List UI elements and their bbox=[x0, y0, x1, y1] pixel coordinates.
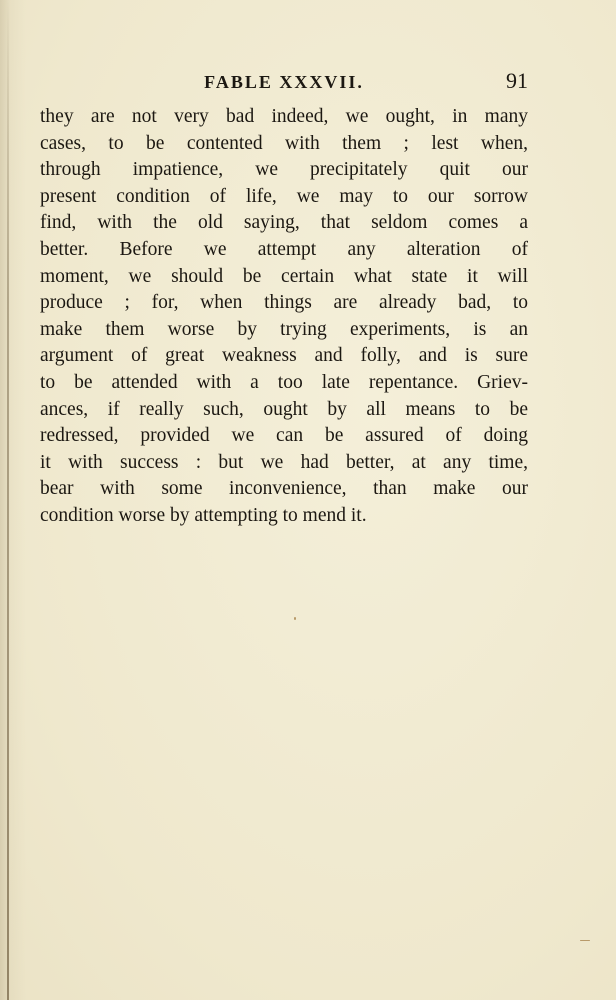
text-line: through impatience, we precipitately quit our bbox=[40, 159, 528, 181]
text-line: present condition of life, we may to our sorrow bbox=[40, 185, 528, 207]
text-line: better. Before we attempt any alteration of bbox=[40, 238, 528, 260]
text-line: they are not very bad indeed, we ought, in many bbox=[40, 106, 528, 127]
text-line: find, with the old saying, that seldom comes a bbox=[40, 212, 528, 234]
text-line: cases, to be contented with them ; lest when, bbox=[40, 132, 528, 154]
text-line: moment, we should be certain what state it will bbox=[40, 265, 528, 287]
text-line: make them worse by trying experiments, is an bbox=[40, 318, 528, 340]
page-gutter-shadow bbox=[7, 0, 9, 1000]
running-title: FABLE XXXVII. bbox=[204, 72, 364, 92]
paper-speck bbox=[294, 617, 296, 620]
text-line: redressed, provided we can be assured of doing bbox=[40, 425, 528, 447]
text-line: condition worse by attempting to mend it. bbox=[40, 504, 367, 526]
page-number: 91 bbox=[506, 68, 528, 93]
text-line: to be attended with a too late repentance. Griev- bbox=[40, 371, 528, 393]
text-line: argument of great weakness and folly, and is sure bbox=[40, 345, 528, 367]
text-line: bear with some inconvenience, than make our bbox=[40, 478, 528, 500]
page-header bbox=[40, 68, 528, 96]
paper-speck bbox=[580, 940, 590, 941]
text-line: it with success : but we had better, at any time, bbox=[40, 451, 528, 473]
text-line: ances, if really such, ought by all means to be bbox=[40, 398, 528, 420]
body-paragraph bbox=[40, 104, 528, 530]
text-line: produce ; for, when things are already bad, to bbox=[40, 292, 528, 314]
